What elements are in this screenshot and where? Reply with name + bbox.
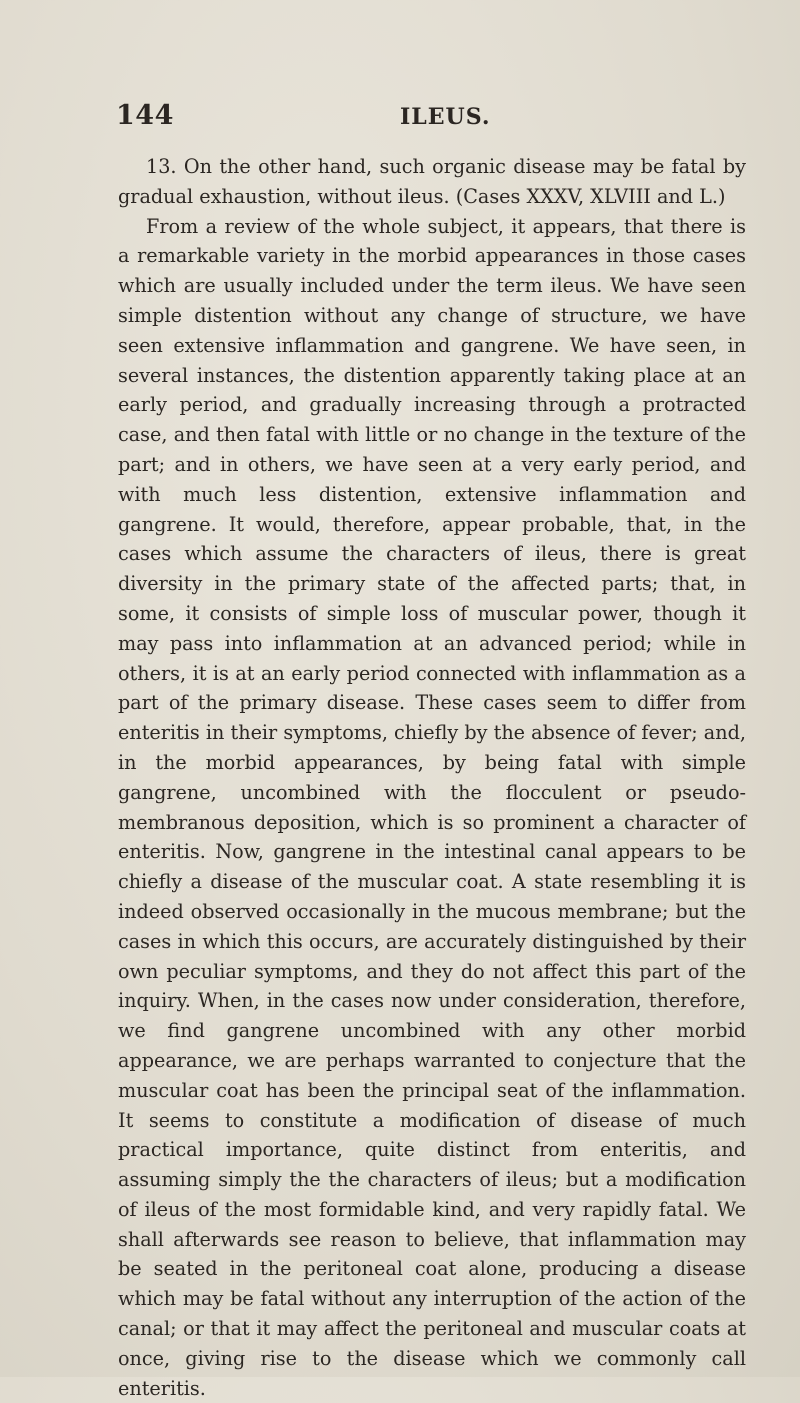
running-head: ILEUS.	[400, 104, 491, 130]
paragraph: 13. On the other hand, such organic disease may be fatal by gradual exhaustion, without ileus. (Cases XXXV, XLVIII and L.)	[118, 155, 746, 208]
paragraph: From a review of the whole subject, it appears, that there is a remarkable variety in the morbid appearances in those cases which are usually included under the term ileus. We have seen simple distention without any change of structure, we have seen extensive inflammation and gangrene. We have seen, in several instances, the distention apparently taking place at an early period, and gradually increasing through a protracted case, and then fatal with little or no change in the texture of the part; and in others, we have seen at a very early period, and with much less distention, extensive inflammation and gangrene. It would, therefore, appear probable, that, in the cases which assume the characters of ileus, there is great diversity in the primary state of the affected parts; that, in some, it consists of simple loss of muscular power, though it may pass into inflammation at an advanced period; while in others, it is at an early period connected with inflammation as a part of the primary disease. These cases seem to differ from enteritis in their symptoms, chiefly by the absence of fever; and, in the morbid appearances, by being fatal with simple gangrene, uncombined with the flocculent or pseudo-membranous deposition, which is so prominent a character of enteritis. Now, gangrene in the intestinal canal appears to be chiefly a disease of the muscular coat. A state resembling it is indeed observed occasionally in the mucous membrane; but the cases in which this occurs, are accurately distinguished by their own peculiar symptoms, and they do not affect this part of the inquiry. When, in the cases now under consideration, therefore, we find gangrene uncombined with any other morbid appearance, we are perhaps warranted to conjecture that the muscular coat has been the principal seat of the inflammation. It seems to constitute a modification of disease of much practical importance, quite distinct from enteritis, and assuming simply the the characters of ileus; but a modification of ileus of the most formidable kind, and very rapidly fatal. We shall afterwards see reason to believe, that inflammation may be seated in the peritoneal coat alone, producing a disease which may be fatal without any interruption of the action of the canal; or that it may affect the peritoneal and muscular coats at once, giving rise to the disease which we commonly call enteritis.	[118, 214, 746, 1400]
body-text	[118, 152, 746, 1403]
page-number: 144	[116, 100, 174, 131]
page-header	[116, 100, 736, 140]
